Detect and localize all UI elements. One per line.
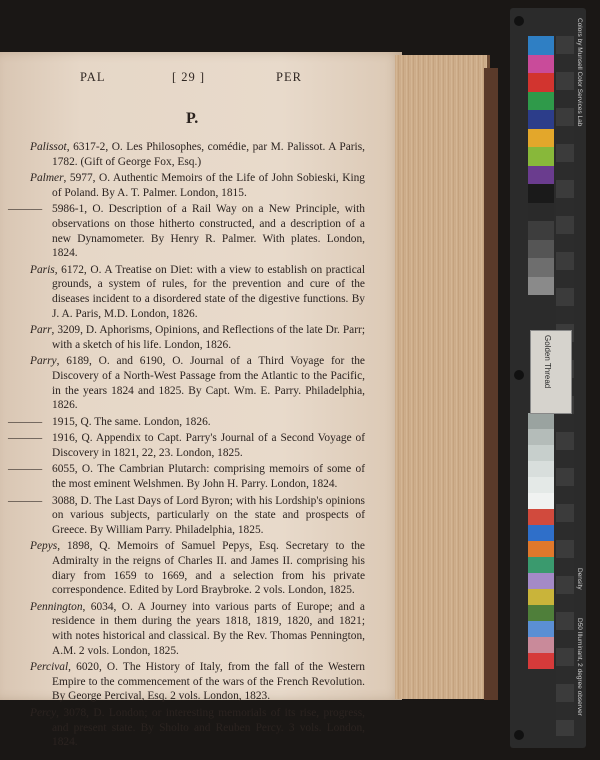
golden-thread-panel: [530, 330, 572, 414]
gray-swatches: [528, 413, 554, 669]
catalog-entry: [30, 660, 365, 704]
entry-author: Percy: [30, 706, 57, 719]
catalog-entry: [8, 494, 365, 538]
calibration-swatch: [528, 541, 554, 557]
entry-ditto-dash: ———: [8, 463, 43, 476]
color-swatch: [528, 203, 554, 222]
entry-text: 3088, D. The Last Days of Lord Byron; with his Lordship's opinions on various subjects, particularly on the state and prospects of Greece. By William Parry. Philadelphia, 1825.: [52, 494, 365, 536]
catalog-entry: [30, 323, 365, 352]
color-swatch: [528, 147, 554, 166]
entry-text: 1915, Q. The same. London, 1826.: [52, 415, 211, 428]
color-swatch: [528, 184, 554, 203]
section-letter: P.: [186, 110, 199, 127]
calibration-swatch: [528, 413, 554, 429]
color-swatch: [528, 92, 554, 111]
catalog-entry: [8, 415, 365, 430]
entry-ditto-dash: ———: [8, 494, 43, 507]
calibration-swatch: [528, 477, 554, 493]
catalog-entry: [8, 431, 365, 460]
entry-author: Percival: [30, 661, 69, 674]
calibration-swatch: [528, 525, 554, 541]
entry-author: Pepys: [30, 540, 58, 553]
catalog-entry: [30, 140, 365, 169]
entry-author: Palissot: [30, 141, 67, 153]
color-swatch: [528, 55, 554, 74]
entry-author: Paris: [30, 263, 55, 276]
entry-text: , 6172, O. A Treatise on Diet: with a view to establish on practical grounds, a system of rules, for the prevention and cure of the diseases incident to a disordered state of the digestive functions. By J. A. Paris, M.D. London, 1826.: [52, 263, 365, 320]
calibration-swatch: [528, 557, 554, 573]
target-hole: [514, 16, 524, 26]
entry-author: Parr: [30, 324, 52, 337]
color-swatch: [528, 166, 554, 185]
calibration-swatch: [528, 605, 554, 621]
entry-text: , 6317-2, O. Les Philosophes, comédie, par M. Palissot. A Paris, 1782. (Gift of George Fox, Esq.): [52, 141, 365, 168]
color-swatch: [528, 240, 554, 259]
calibration-swatch: [528, 429, 554, 445]
page-number: [ 29 ]: [172, 70, 206, 84]
header-left: PAL: [80, 70, 106, 84]
color-swatch: [528, 129, 554, 148]
entry-author: Pennington: [30, 600, 83, 613]
entry-ditto-dash: ———: [8, 432, 43, 445]
color-swatch: [528, 221, 554, 240]
catalog-entry: [30, 263, 365, 321]
page-edges: [395, 55, 490, 699]
catalog-entry: [30, 539, 365, 597]
color-swatch: [528, 258, 554, 277]
calibration-swatch: [528, 573, 554, 589]
color-swatch: [528, 36, 554, 55]
calibration-swatch: [528, 589, 554, 605]
calibration-swatch: [528, 509, 554, 525]
target-hole: [514, 730, 524, 740]
color-swatch: [528, 277, 554, 296]
golden-thread-label: Golden Thread: [543, 335, 552, 389]
catalog-entry: [30, 600, 365, 658]
calibration-swatch: [528, 445, 554, 461]
catalog-entry: [30, 171, 365, 200]
catalog-entry: [30, 706, 365, 750]
target-bottom-label: D50 Illuminant, 2 degree observer: [576, 618, 583, 716]
catalog-entry: [8, 462, 365, 491]
calibration-swatch: [528, 493, 554, 509]
color-swatch: [528, 110, 554, 129]
calibration-swatch: [528, 637, 554, 653]
entry-ditto-dash: ———: [8, 415, 43, 428]
target-top-label: Colors by Munsell Color Services Lab: [576, 18, 583, 127]
catalog-entry: [8, 202, 365, 260]
catalog-entry: [30, 354, 365, 412]
entry-text: 5986-1, O. Description of a Rail Way on a New Principle, with observations on those hitherto constructed, and a description of a new Dynamometer. By Henry R. Palmer. With plates. London, 1824.: [52, 203, 365, 260]
entry-text: , 6034, O. A Journey into various parts of Europe; and a residence in them during the years 1818, 1819, 1820, and 1821; with notes historical and classical. By the Rev. Thomas Pennington, A.M. 2 vols. London, 1825.: [52, 600, 365, 657]
entry-text: , 6189, O. and 6190, O. Journal of a Third Voyage for the Discovery of a North-West Passage from the Atlantic to the Pacific, in the years 1824 and 1825. By Capt. Wm. E. Parry. Philadelphia, 1826.: [52, 355, 365, 412]
entry-ditto-dash: ———: [8, 203, 43, 216]
entry-text: , 1898, Q. Memoirs of Samuel Pepys, Esq. Secretary to the Admiralty in the reigns of Charles II. and James II. comprising his diary from 1659 to 1669, and a selection from his private correspondence. Edited by Lord Braybroke. 2 vols. London, 1825.: [52, 540, 365, 597]
color-swatch: [528, 73, 554, 92]
color-swatches: [528, 36, 554, 295]
entry-author: Parry: [30, 355, 57, 368]
entry-text: , 5977, O. Authentic Memoirs of the Life of John Sobieski, King of Poland. By A. T. Palmer. London, 1815.: [52, 172, 365, 199]
header-right: PER: [276, 70, 302, 84]
target-density-label: Density: [576, 568, 583, 590]
entry-text: , 6020, O. The History of Italy, from the fall of the Western Empire to the commencement of the wars of the French Revolution. By George Percival, Esq. 2 vols. London, 1823.: [52, 661, 365, 703]
entry-text: 6055, O. The Cambrian Plutarch: comprising memoirs of some of the most eminent Welshmen. By John H. Parry. London, 1824.: [52, 463, 365, 491]
entry-text: , 3209, D. Aphorisms, Opinions, and Reflections of the late Dr. Parr; with a sketch of his life. London, 1826.: [51, 324, 365, 351]
calibration-swatch: [528, 461, 554, 477]
target-hole: [514, 370, 524, 380]
entry-author: Palmer: [30, 172, 64, 185]
calibration-swatch: [528, 653, 554, 669]
book-cover-edge: [484, 68, 498, 700]
entry-text: 1916, Q. Appendix to Capt. Parry's Journal of a Second Voyage of Discovery in 1821, 22, 23. London, 1825.: [52, 432, 365, 459]
entry-text: , 3078, D. London; or interesting memorials of its rise, progress, and present state. By Sholto and Reuben Percy. 3 vols. London, 1824.: [52, 706, 365, 749]
catalog-entries: [8, 140, 365, 752]
calibration-swatch: [528, 621, 554, 637]
